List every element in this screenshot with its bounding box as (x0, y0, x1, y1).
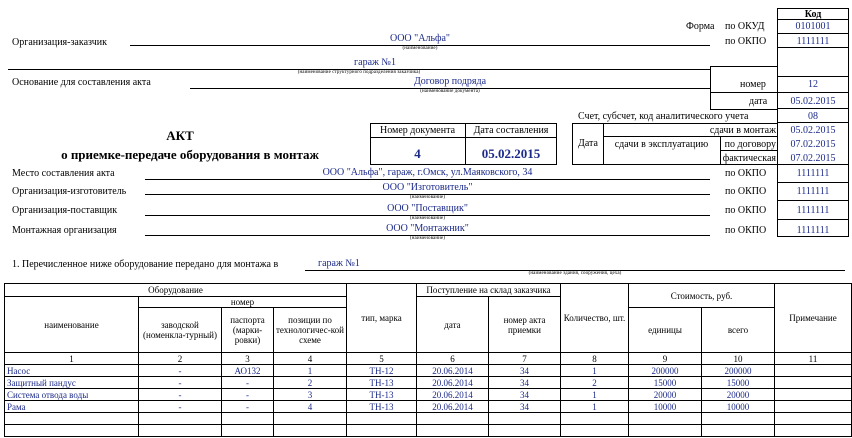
basis-number: 12 (808, 79, 818, 90)
col-number: 1 (5, 353, 139, 365)
table-cell: ТН-13 (347, 401, 417, 413)
table-cell: 200000 (629, 365, 702, 377)
basis-date: 05.02.2015 (790, 96, 836, 107)
table-cell: - (222, 401, 274, 413)
table-cell: АО132 (222, 365, 274, 377)
table-row (5, 413, 852, 425)
okpo-label: по ОКПО (725, 205, 767, 216)
table-cell: Защитный пандус (5, 377, 139, 389)
table-cell (274, 425, 347, 437)
installer-caption: (наименование) (410, 236, 445, 241)
contract-label: по договору (724, 139, 776, 150)
table-cell: 15000 (702, 377, 775, 389)
table-cell: 20.06.2014 (417, 365, 489, 377)
table-cell (561, 413, 629, 425)
number-label: номер (740, 79, 766, 90)
table-cell (489, 413, 561, 425)
date-label: дата (749, 96, 768, 107)
table-cell (561, 425, 629, 437)
supplier-value: ООО "Поставщик" (387, 203, 468, 214)
table-cell: - (139, 389, 222, 401)
table-cell: 1 (561, 389, 629, 401)
table-cell: 34 (489, 401, 561, 413)
divider (777, 122, 849, 123)
exploit-label: сдачи в эксплуатацию (614, 139, 709, 150)
divider (370, 137, 557, 138)
th-type: тип, марка (347, 284, 417, 353)
installer-okpo: 1111111 (796, 225, 830, 236)
table-cell (417, 413, 489, 425)
th-receipt: Поступление на склад заказчика (417, 284, 561, 297)
act-title: АКТ (166, 128, 194, 143)
table-cell: Рама (5, 401, 139, 413)
divider (777, 164, 849, 165)
table-cell: 20.06.2014 (417, 389, 489, 401)
account-label: Счет, субсчет, код аналитического учета (578, 111, 749, 122)
table-cell (489, 425, 561, 437)
divider (777, 219, 849, 220)
col-number: 5 (347, 353, 417, 365)
okud-label: по ОКУД (725, 21, 765, 32)
table-cell: - (139, 377, 222, 389)
table-cell: 34 (489, 389, 561, 401)
table-cell: 1 (274, 365, 347, 377)
montage-label: сдачи в монтаж (709, 125, 776, 136)
section1-caption: (наименование здания, сооружения, цеха) (528, 271, 622, 276)
table-cell (222, 413, 274, 425)
okpo-label: по ОКПО (725, 36, 767, 47)
divider (720, 150, 778, 151)
account-value: 08 (808, 111, 818, 122)
table-cell: 34 (489, 377, 561, 389)
division-caption: (наименование структурного подразделения заказчика) (297, 70, 421, 75)
underline (145, 179, 710, 180)
table-cell (222, 425, 274, 437)
supplier-label: Организация-поставщик (12, 205, 118, 216)
customer-caption: (наименование) (402, 46, 438, 51)
table-cell (5, 413, 139, 425)
table-cell: 200000 (702, 365, 775, 377)
table-cell: 2 (274, 377, 347, 389)
table-cell: 4 (274, 401, 347, 413)
table-cell: - (222, 389, 274, 401)
table-cell: 10000 (702, 401, 775, 413)
basis-caption: (наименование документа) (420, 89, 480, 94)
place-label: Место составления акта (12, 168, 115, 179)
table-cell (775, 401, 852, 413)
forma-label: Форма (686, 21, 715, 32)
divider (777, 182, 849, 183)
th-total: всего (702, 308, 775, 353)
th-equipment: Оборудование (5, 284, 347, 297)
divider (777, 200, 849, 201)
table-cell (347, 425, 417, 437)
table-cell: 1 (561, 401, 629, 413)
okpo-label: по ОКПО (725, 168, 767, 179)
table-cell: 20000 (629, 389, 702, 401)
table-cell (139, 413, 222, 425)
customer-okpo: 1111111 (796, 36, 830, 47)
table-cell: ТН-12 (347, 365, 417, 377)
okpo-label: по ОКПО (725, 186, 767, 197)
table-cell (775, 425, 852, 437)
section1-text: 1. Перечисленное ниже оборудование передано для монтажа в (12, 259, 279, 270)
th-number: номер (139, 297, 347, 308)
table-cell: Насос (5, 365, 139, 377)
actual-label: фактическая (722, 153, 776, 164)
table-cell (775, 377, 852, 389)
table-row (5, 389, 852, 401)
place-value: ООО "Альфа", гараж, г.Омск, ул.Маяковского, 34 (322, 167, 533, 178)
table-cell: 3 (274, 389, 347, 401)
table-cell (629, 425, 702, 437)
table-cell: Система отвода воды (5, 389, 139, 401)
manufacturer-caption: (наименование) (410, 195, 445, 200)
installer-label: Монтажная организация (12, 225, 117, 236)
table-row (5, 401, 852, 413)
table-row (5, 365, 852, 377)
customer-name: ООО "Альфа" (389, 33, 451, 44)
table-cell (139, 425, 222, 437)
table-cell (274, 413, 347, 425)
th-factory: заводской (номенкла-турный) (139, 308, 222, 353)
col-number: 2 (139, 353, 222, 365)
installer-value: ООО "Монтажник" (386, 223, 469, 234)
th-name: наименование (5, 297, 139, 353)
table-cell (775, 389, 852, 401)
manufacturer-label: Организация-изготовитель (12, 186, 127, 197)
section1-value: гараж №1 (318, 258, 360, 269)
dates-label: Дата (578, 138, 598, 149)
okpo-label: по ОКПО (725, 225, 767, 236)
th-passport: паспорта (марки-ровки) (222, 308, 274, 353)
table-cell: 15000 (629, 377, 702, 389)
col-number: 8 (561, 353, 629, 365)
table-cell (629, 413, 702, 425)
table-cell (775, 365, 852, 377)
divider (777, 47, 849, 48)
table-cell: ТН-13 (347, 389, 417, 401)
divider (777, 108, 849, 109)
table-cell: - (222, 377, 274, 389)
divider (777, 76, 849, 77)
col-number: 11 (775, 353, 852, 365)
manufacturer-okpo: 1111111 (796, 186, 830, 197)
supplier-okpo: 1111111 (796, 205, 830, 216)
col-number: 3 (222, 353, 274, 365)
table-cell (702, 425, 775, 437)
divider (777, 19, 849, 20)
divider (777, 33, 849, 34)
doc-number-label: Номер документа (379, 125, 456, 136)
place-okpo: 1111111 (796, 168, 830, 179)
table-cell (417, 425, 489, 437)
table-row (5, 377, 852, 389)
table-cell (347, 413, 417, 425)
table-cell (775, 413, 852, 425)
contract-date: 07.02.2015 (790, 139, 836, 150)
table-cell: 34 (489, 365, 561, 377)
col-number: 6 (417, 353, 489, 365)
th-note: Примечание (775, 284, 852, 353)
table-cell (5, 425, 139, 437)
table-cell: 20.06.2014 (417, 377, 489, 389)
table-cell: 20.06.2014 (417, 401, 489, 413)
divider (710, 92, 778, 93)
okud-value: 0101001 (795, 21, 831, 32)
basis-doc: Договор подряда (413, 76, 487, 87)
divider (777, 92, 849, 93)
code-header: Код (804, 9, 822, 20)
th-act: номер акта приемки (489, 297, 561, 353)
table-cell (702, 413, 775, 425)
doc-date: 05.02.2015 (481, 146, 541, 161)
th-cost: Стоимость, руб. (629, 284, 775, 308)
th-position: позиции по технологичес-кой схеме (274, 308, 347, 353)
act-subtitle: о приемке-передаче оборудования в монтаж (61, 147, 319, 162)
equipment-table (4, 283, 852, 437)
manufacturer-value: ООО "Изготовитель" (382, 182, 473, 193)
col-number: 9 (629, 353, 702, 365)
table-cell: - (139, 401, 222, 413)
table-cell: 10000 (629, 401, 702, 413)
th-unit: единицы (629, 308, 702, 353)
col-number: 7 (489, 353, 561, 365)
supplier-caption: (наименование) (410, 216, 445, 221)
table-cell: ТН-13 (347, 377, 417, 389)
customer-label: Организация-заказчик (12, 37, 108, 48)
actual-date: 07.02.2015 (790, 153, 836, 164)
th-date: дата (417, 297, 489, 353)
table-cell: 2 (561, 377, 629, 389)
th-quantity: Количество, шт. (561, 284, 629, 353)
divider (603, 136, 778, 137)
col-number: 4 (274, 353, 347, 365)
table-cell: 20000 (702, 389, 775, 401)
table-cell: - (139, 365, 222, 377)
doc-date-label: Дата составления (473, 125, 549, 136)
doc-number: 4 (414, 146, 421, 161)
table-cell: 1 (561, 365, 629, 377)
montage-date: 05.02.2015 (790, 125, 836, 136)
basis-label: Основание для составления акта (12, 77, 151, 88)
table-row (5, 425, 852, 437)
col-number: 10 (702, 353, 775, 365)
customer-division: гараж №1 (354, 57, 396, 68)
